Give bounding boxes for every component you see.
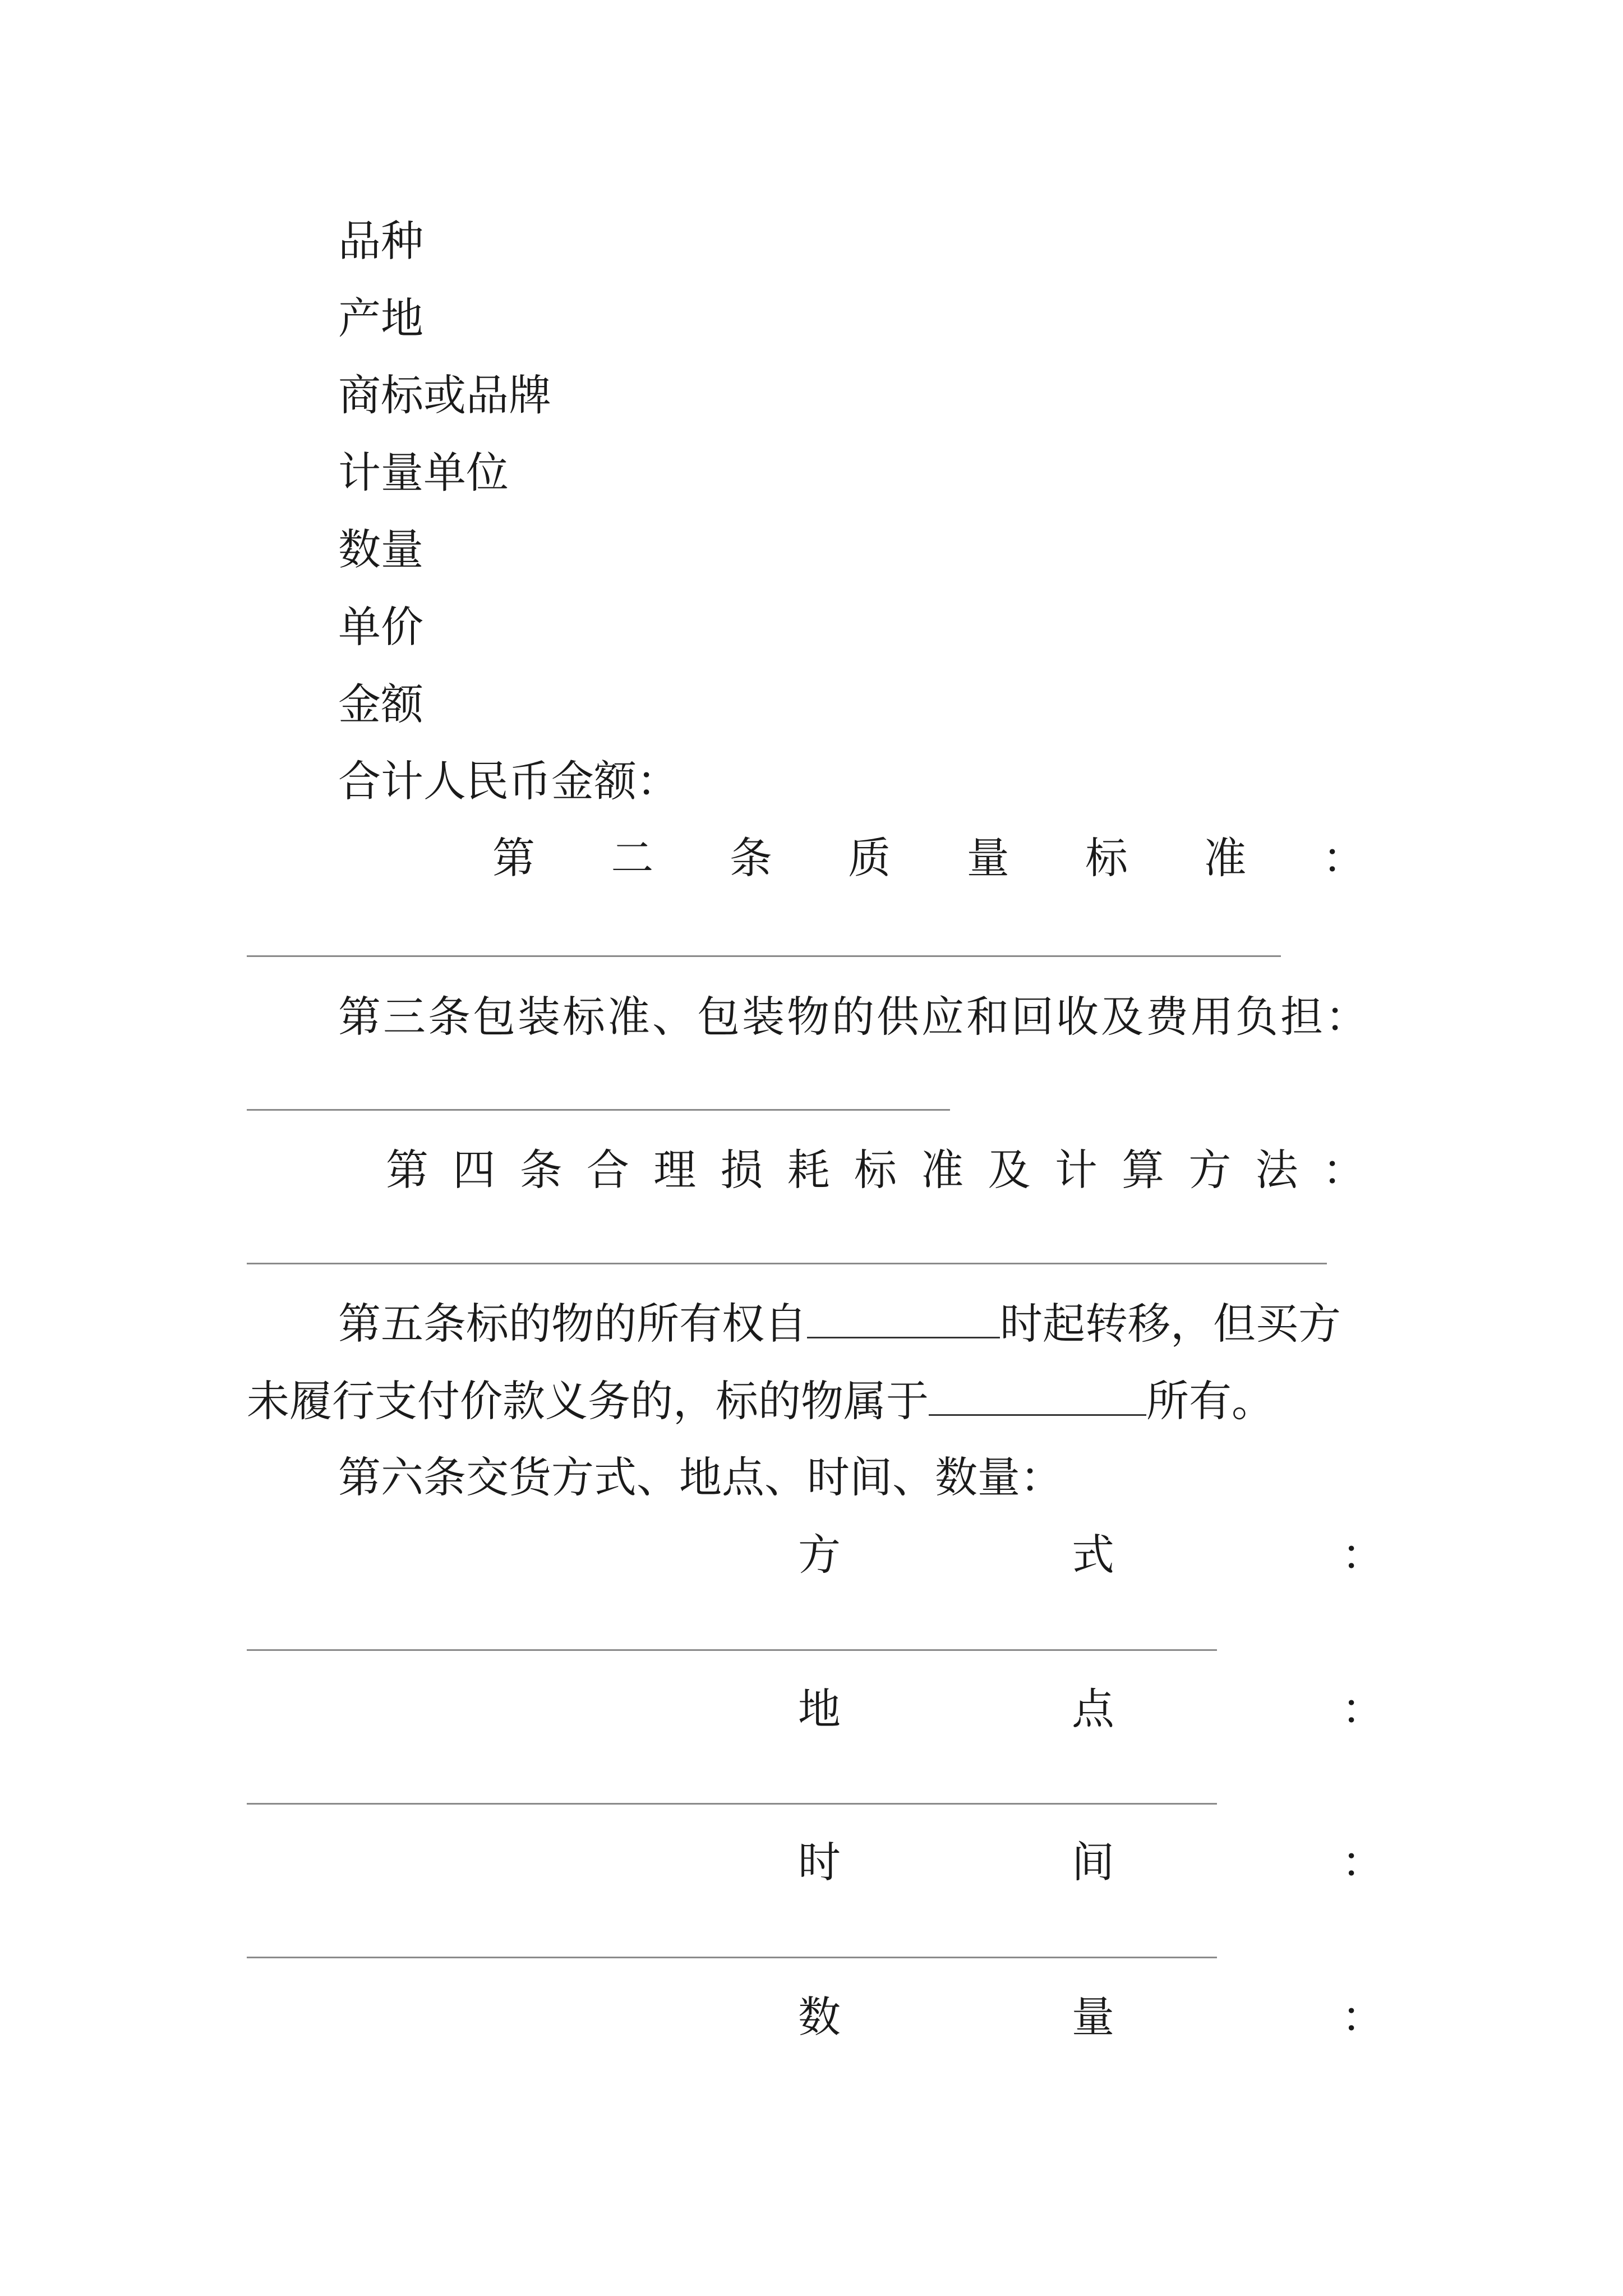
article-3-heading: 第三条包装标准、包装物的供应和回收及费用负担： (338, 992, 1370, 1042)
article-5-text: 所有。 (1146, 1376, 1274, 1426)
field-variety: 品种 (338, 216, 423, 266)
article-4-char: 第 (386, 1145, 428, 1195)
article-5-text: 时起转移，但买方 (1000, 1299, 1341, 1349)
article-4-char: 准 (921, 1145, 964, 1195)
article-4-char: 条 (519, 1145, 562, 1195)
article-4-char: 方 (1188, 1145, 1232, 1195)
delivery-method-char: 式 (1072, 1530, 1114, 1580)
delivery-place-fill-line (247, 1803, 1217, 1805)
article-4-char: 耗 (787, 1145, 830, 1195)
article-4-char: ： (1322, 1145, 1365, 1195)
article-2-char: 质 (848, 833, 891, 883)
article-5-line-1 (338, 1299, 1341, 1349)
delivery-place-colon: ： (1341, 1684, 1384, 1734)
article-4-char: 法 (1255, 1145, 1298, 1195)
article-5-text: 未履行支付价款义务的，标的物属于 (247, 1376, 929, 1426)
delivery-quantity-colon: ： (1341, 1992, 1384, 2042)
article-4-char: 四 (453, 1145, 496, 1195)
article-4-heading (386, 1145, 1365, 1195)
delivery-time-char: 时 (798, 1837, 841, 1887)
delivery-time-fill-line (247, 1957, 1217, 1958)
article-4-char: 损 (720, 1145, 763, 1195)
article-2-char: 量 (966, 833, 1009, 883)
field-amount: 金额 (338, 679, 423, 729)
article-2-char: 准 (1204, 833, 1247, 883)
article-2-fill-line (247, 955, 1281, 957)
article-4-char: 合 (586, 1145, 629, 1195)
field-total-rmb: 合计人民币金额： (338, 756, 679, 806)
field-quantity: 数量 (338, 524, 423, 574)
delivery-time-colon: ： (1341, 1837, 1384, 1887)
delivery-method-colon: ： (1341, 1530, 1384, 1580)
delivery-time-char: 间 (1072, 1837, 1114, 1887)
ownership-party-blank (929, 1381, 1146, 1416)
delivery-quantity-char: 数 (798, 1992, 841, 2042)
article-2-char: 标 (1085, 833, 1128, 883)
article-2-char: 第 (492, 833, 535, 883)
field-unit-price: 单价 (338, 602, 423, 652)
article-4-char: 及 (988, 1145, 1031, 1195)
article-2-char: 条 (729, 833, 772, 883)
field-brand: 商标或品牌 (338, 370, 551, 420)
ownership-transfer-blank (807, 1303, 1000, 1338)
delivery-place-char: 地 (798, 1684, 841, 1734)
article-4-char: 计 (1054, 1145, 1098, 1195)
article-2-char: 二 (611, 833, 654, 883)
field-origin: 产地 (338, 293, 423, 343)
delivery-place-char: 点 (1072, 1684, 1114, 1734)
article-5-line-2 (247, 1376, 1274, 1426)
field-unit: 计量单位 (338, 448, 509, 498)
delivery-method-fill-line (247, 1649, 1217, 1651)
article-3-fill-line (247, 1109, 950, 1111)
article-4-char: 标 (854, 1145, 897, 1195)
article-2-heading (492, 833, 1365, 883)
article-5-text: 第五条标的物的所有权自 (338, 1299, 807, 1349)
article-6-heading: 第六条交货方式、地点、时间、数量： (338, 1452, 1063, 1502)
delivery-quantity-char: 量 (1072, 1992, 1114, 2042)
article-2-char: ： (1322, 833, 1365, 883)
article-4-fill-line (247, 1263, 1327, 1264)
article-4-char: 算 (1122, 1145, 1165, 1195)
article-4-char: 理 (653, 1145, 697, 1195)
delivery-method-char: 方 (798, 1530, 841, 1580)
